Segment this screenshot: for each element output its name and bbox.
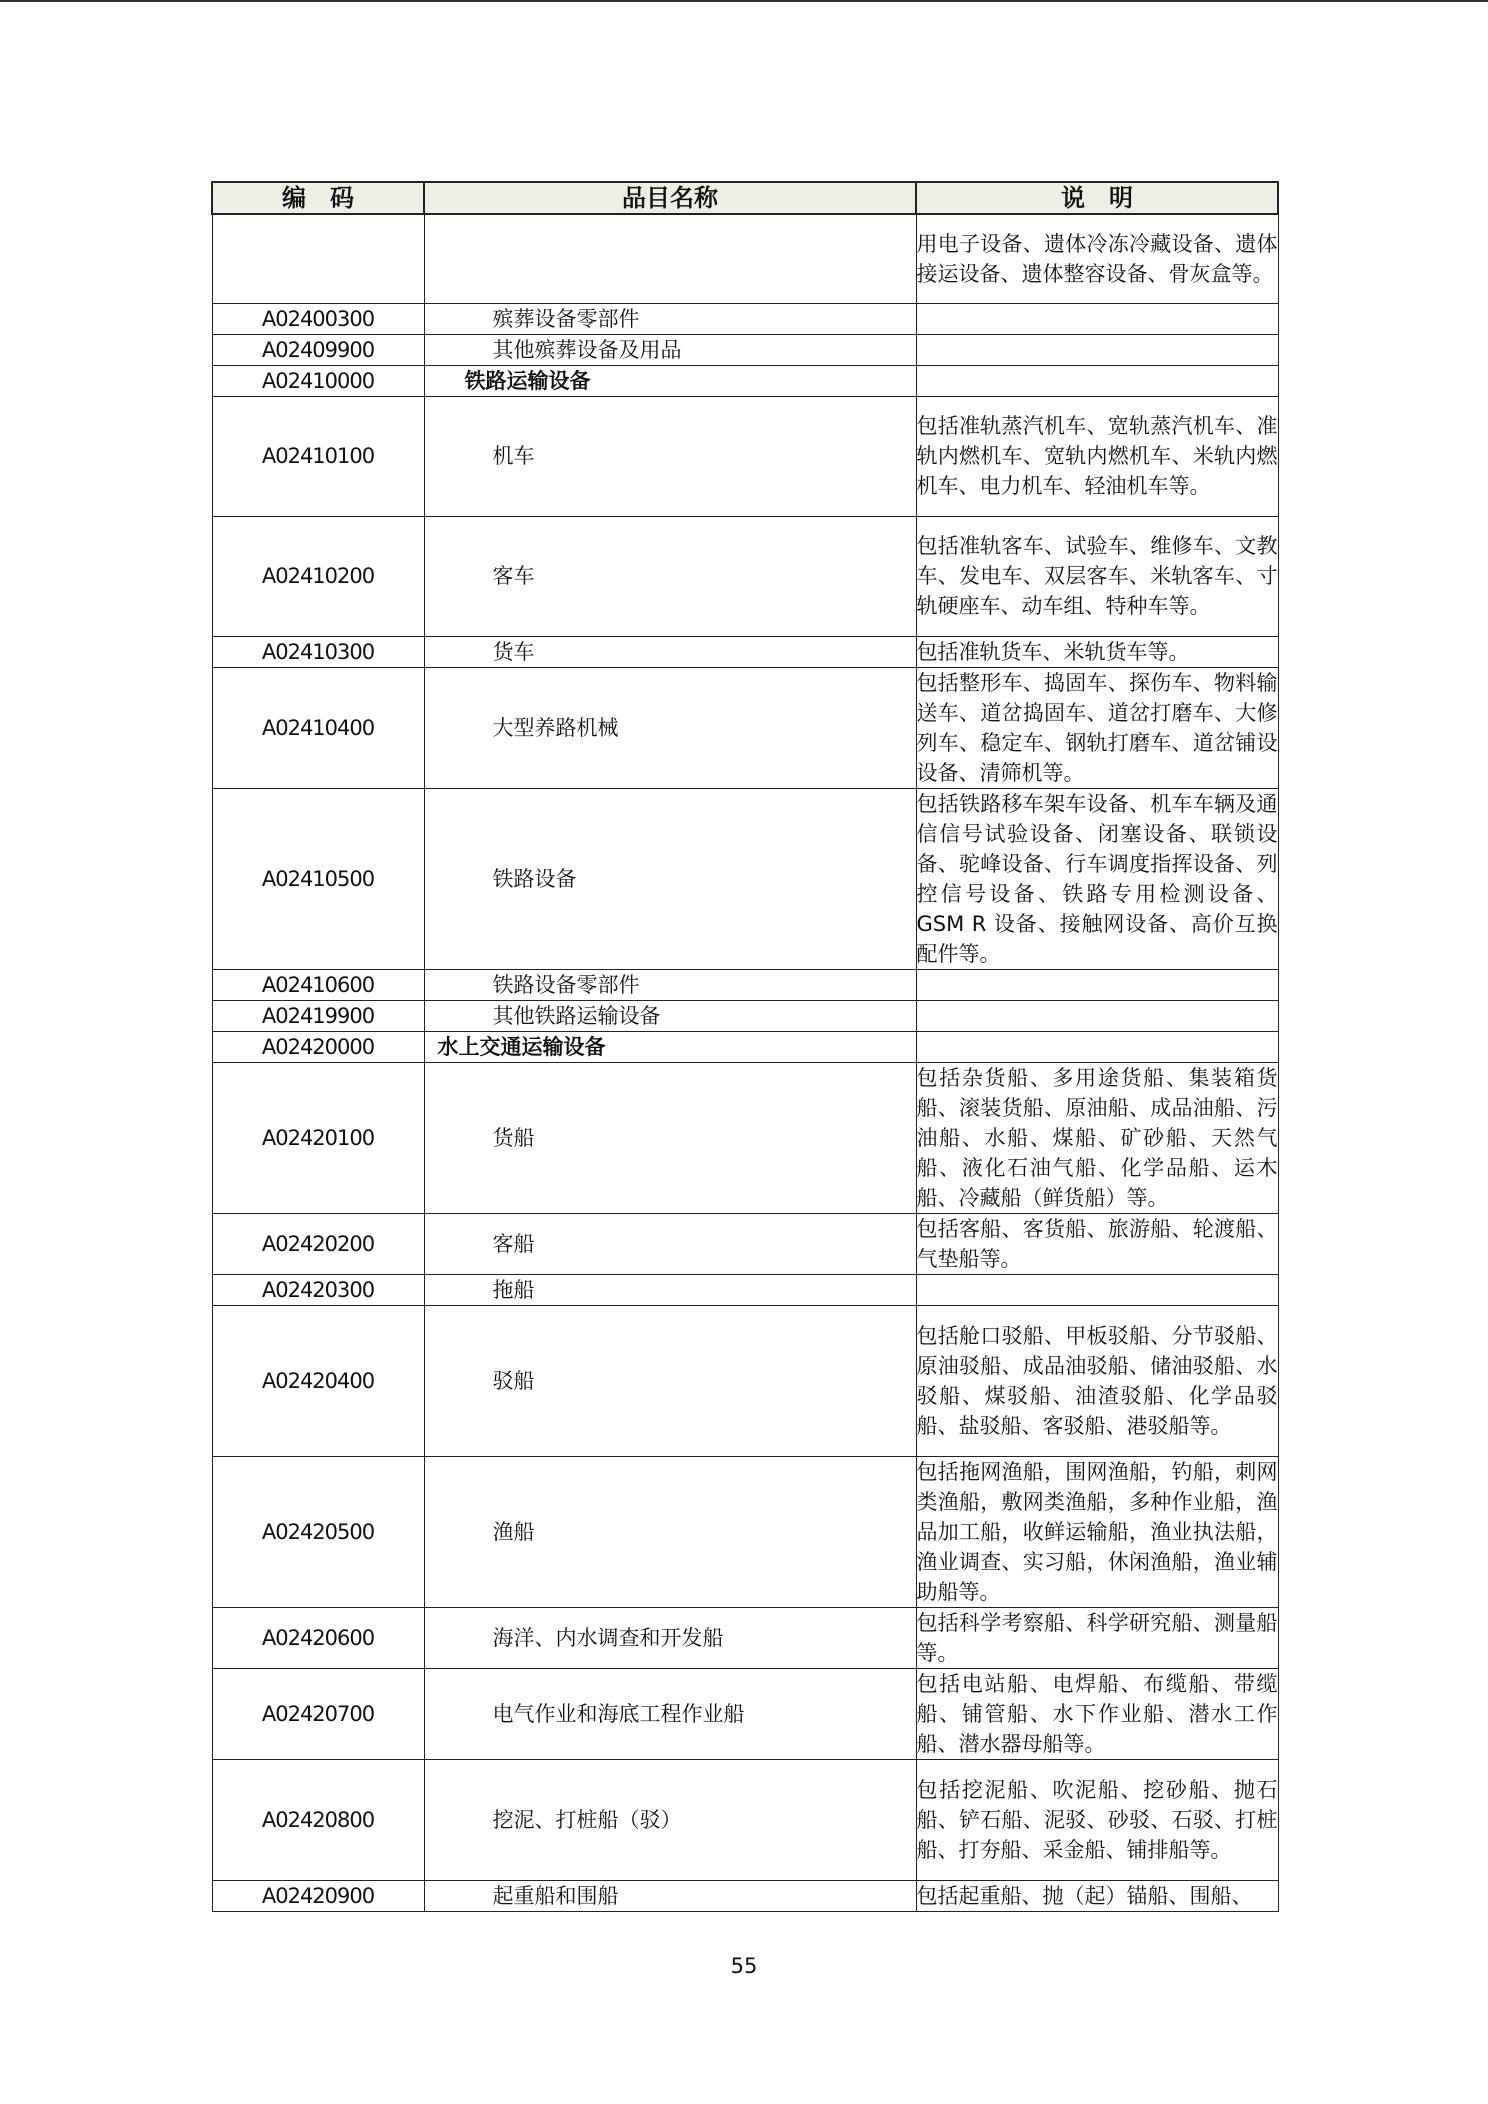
item-description: 包括挖泥船、吹泥船、挖砂船、抛石船、铲石船、泥驳、砂驳、石驳、打桩船、打夯船、采金船、铺排船等。 xyxy=(916,1759,1278,1880)
item-code: A02420300 xyxy=(212,1274,424,1305)
catalog-table xyxy=(211,181,1279,1912)
item-code: A02419900 xyxy=(212,1000,424,1031)
item-name: 铁路设备零部件 xyxy=(424,969,916,1000)
item-code: A02400300 xyxy=(212,303,424,334)
item-code: A02420800 xyxy=(212,1759,424,1880)
item-description: 包括拖网渔船，围网渔船，钓船，刺网类渔船，敷网类渔船，多种作业船，渔品加工船，收鲜运输船，渔业执法船，渔业调查、实习船，休闲渔船，渔业辅助船等。 xyxy=(916,1456,1278,1607)
item-description: 包括整形车、捣固车、探伤车、物料输送车、道岔捣固车、道岔打磨车、大修列车、稳定车、钢轨打磨车、道岔铺设设备、清筛机等。 xyxy=(916,667,1278,788)
item-code: A02410600 xyxy=(212,969,424,1000)
item-name: 货船 xyxy=(424,1062,916,1213)
table-row xyxy=(212,303,1278,334)
item-description xyxy=(916,365,1278,396)
item-name: 其他铁路运输设备 xyxy=(424,1000,916,1031)
table-row xyxy=(212,969,1278,1000)
item-code: A02420400 xyxy=(212,1305,424,1456)
item-description xyxy=(916,1000,1278,1031)
table-row xyxy=(212,1031,1278,1062)
item-code: A02420100 xyxy=(212,1062,424,1213)
header-desc: 说 明 xyxy=(916,182,1278,214)
item-code: A02420600 xyxy=(212,1607,424,1668)
item-code: A02420500 xyxy=(212,1456,424,1607)
item-description xyxy=(916,303,1278,334)
item-code: A02409900 xyxy=(212,334,424,365)
item-name: 客车 xyxy=(424,516,916,636)
table-row xyxy=(212,1062,1278,1213)
item-name: 拖船 xyxy=(424,1274,916,1305)
table-row xyxy=(212,1000,1278,1031)
item-description: 包括准轨货车、米轨货车等。 xyxy=(916,636,1278,667)
item-description: 包括起重船、抛（起）锚船、围船、 xyxy=(916,1880,1278,1911)
item-description xyxy=(916,334,1278,365)
item-name: 货车 xyxy=(424,636,916,667)
table-row xyxy=(212,365,1278,396)
item-name: 起重船和围船 xyxy=(424,1880,916,1911)
item-code: A02410100 xyxy=(212,396,424,516)
item-name: 电气作业和海底工程作业船 xyxy=(424,1668,916,1759)
item-code: A02420900 xyxy=(212,1880,424,1911)
table-row xyxy=(212,214,1278,303)
item-description xyxy=(916,1274,1278,1305)
item-name: 渔船 xyxy=(424,1456,916,1607)
header-code: 编 码 xyxy=(212,182,424,214)
table-header-row xyxy=(212,182,1278,214)
table-row xyxy=(212,1274,1278,1305)
table-row xyxy=(212,1607,1278,1668)
item-code xyxy=(212,214,424,303)
item-name: 机车 xyxy=(424,396,916,516)
item-description: 包括舱口驳船、甲板驳船、分节驳船、原油驳船、成品油驳船、储油驳船、水驳船、煤驳船、油渣驳船、化学品驳船、盐驳船、客驳船、港驳船等。 xyxy=(916,1305,1278,1456)
table-row xyxy=(212,1759,1278,1880)
item-description: 包括准轨客车、试验车、维修车、文教车、发电车、双层客车、米轨客车、寸轨硬座车、动车组、特种车等。 xyxy=(916,516,1278,636)
item-description: 包括电站船、电焊船、布缆船、带缆船、铺管船、水下作业船、潜水工作船、潜水器母船等。 xyxy=(916,1668,1278,1759)
item-code: A02410000 xyxy=(212,365,424,396)
item-description: 用电子设备、遗体冷冻冷藏设备、遗体接运设备、遗体整容设备、骨灰盒等。 xyxy=(916,214,1278,303)
item-name: 铁路运输设备 xyxy=(424,365,916,396)
item-code: A02420700 xyxy=(212,1668,424,1759)
table-row xyxy=(212,396,1278,516)
item-code: A02410200 xyxy=(212,516,424,636)
item-name xyxy=(424,214,916,303)
item-code: A02410500 xyxy=(212,788,424,969)
table-row xyxy=(212,1305,1278,1456)
item-description: 包括杂货船、多用途货船、集装箱货船、滚装货船、原油船、成品油船、污油船、水船、煤船、矿砂船、天然气船、液化石油气船、化学品船、运木船、冷藏船（鲜货船）等。 xyxy=(916,1062,1278,1213)
table-row xyxy=(212,788,1278,969)
item-name: 铁路设备 xyxy=(424,788,916,969)
item-name: 殡葬设备零部件 xyxy=(424,303,916,334)
item-description xyxy=(916,969,1278,1000)
item-name: 挖泥、打桩船（驳） xyxy=(424,1759,916,1880)
item-code: A02410400 xyxy=(212,667,424,788)
table-row xyxy=(212,1668,1278,1759)
item-description xyxy=(916,1031,1278,1062)
table-row xyxy=(212,1880,1278,1911)
table-row xyxy=(212,636,1278,667)
item-code: A02420000 xyxy=(212,1031,424,1062)
item-name: 驳船 xyxy=(424,1305,916,1456)
item-name: 海洋、内水调查和开发船 xyxy=(424,1607,916,1668)
item-name: 大型养路机械 xyxy=(424,667,916,788)
item-description: 包括客船、客货船、旅游船、轮渡船、气垫船等。 xyxy=(916,1213,1278,1274)
item-description: 包括科学考察船、科学研究船、测量船等。 xyxy=(916,1607,1278,1668)
table-row xyxy=(212,1213,1278,1274)
page-number: 55 xyxy=(730,1954,758,1978)
item-code: A02410300 xyxy=(212,636,424,667)
table-row xyxy=(212,334,1278,365)
table-row xyxy=(212,1456,1278,1607)
item-description: 包括铁路移车架车设备、机车车辆及通信信号试验设备、闭塞设备、联锁设备、驼峰设备、行车调度指挥设备、列控信号设备、铁路专用检测设备、GSM R 设备、接触网设备、高价互换配件等。 xyxy=(916,788,1278,969)
table-row xyxy=(212,516,1278,636)
item-name: 其他殡葬设备及用品 xyxy=(424,334,916,365)
item-code: A02420200 xyxy=(212,1213,424,1274)
top-border-rule xyxy=(0,0,1488,2)
table-row xyxy=(212,667,1278,788)
header-name: 品目名称 xyxy=(424,182,916,214)
item-name: 水上交通运输设备 xyxy=(424,1031,916,1062)
item-description: 包括准轨蒸汽机车、宽轨蒸汽机车、准轨内燃机车、宽轨内燃机车、米轨内燃机车、电力机车、轻油机车等。 xyxy=(916,396,1278,516)
item-name: 客船 xyxy=(424,1213,916,1274)
